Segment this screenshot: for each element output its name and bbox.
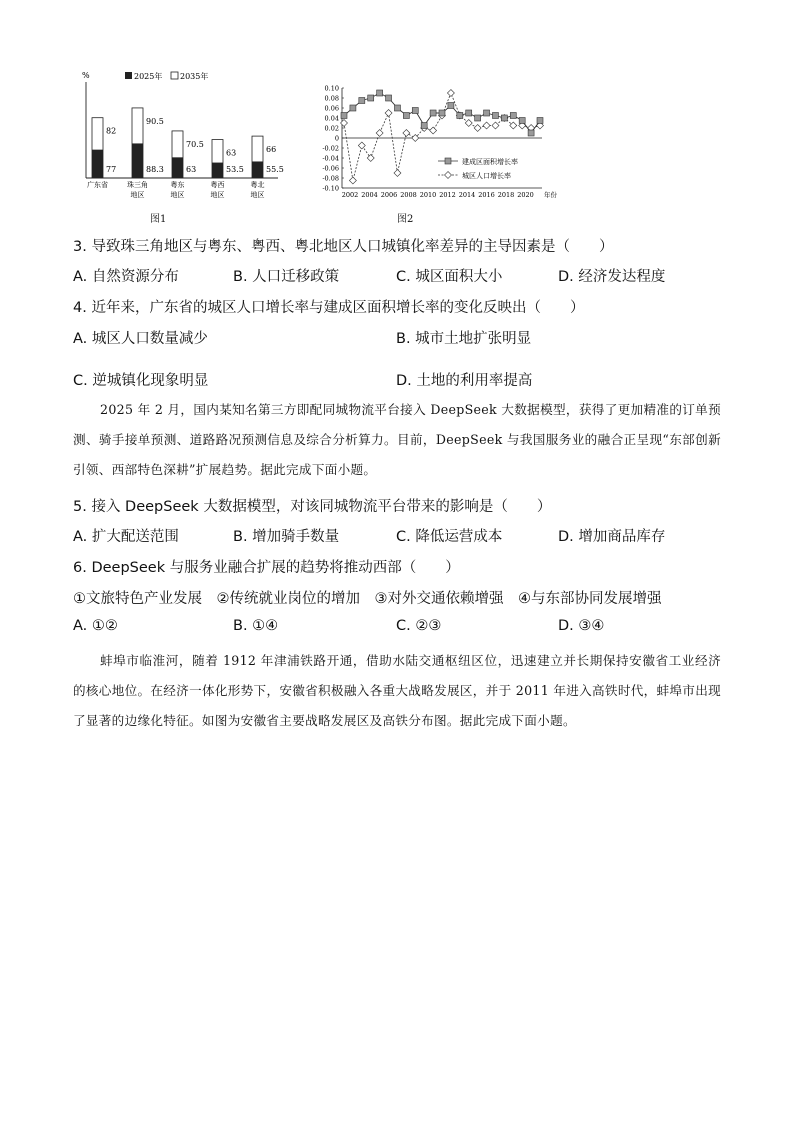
fig2-point-population	[394, 170, 401, 177]
figure-1	[78, 68, 288, 208]
q5-option-a[interactable]: A. 扩大配送范围	[73, 529, 179, 545]
passage-deepseek: 2025 年 2 月，国内某知名第三方即配同城物流平台接入 DeepSeek 大数据模型，获得了更加精准的订单预测、骑手接单预测、道路路况预测信息及综合分析算力。目前，DeepSeek 与我国服务业的融合正呈现“东部创新引领、西部特色深耕”扩展趋势。据此完成下面小题。	[73, 402, 721, 477]
fig2-point-population	[430, 127, 437, 134]
fig2-xtick-label: 2004	[361, 191, 378, 199]
fig1-legend-2025: 2025年	[134, 72, 163, 81]
fig2-point-area	[430, 110, 436, 116]
fig2-legend	[438, 157, 518, 180]
q5-stem: 5. 接入 DeepSeek 大数据模型，对该同城物流平台带来的影响是（ ）	[73, 499, 552, 515]
q4-option-c[interactable]: C. 逆城镇化现象明显	[73, 373, 209, 389]
q4-option-a[interactable]: A. 城区人口数量减少	[73, 331, 208, 347]
figure-1-chart	[78, 68, 288, 208]
fig2-point-area	[368, 95, 374, 101]
fig2-point-area	[439, 110, 445, 116]
fig2-point-area	[519, 118, 525, 124]
fig1-legend-swatch-2025	[125, 72, 132, 79]
figure-2	[308, 82, 568, 200]
q6-items: ①文旅特色产业发展 ②传统就业岗位的增加 ③对外交通依赖增强 ④与东部协同发展增强	[73, 591, 662, 607]
fig2-ytick-label: -0.08	[322, 174, 339, 183]
fig1-label-2035: 66	[266, 145, 277, 155]
fig2-point-area	[475, 115, 481, 121]
fig2-x-unit: 年份	[544, 191, 557, 199]
fig2-point-population	[358, 142, 365, 149]
fig2-point-area	[537, 118, 543, 124]
fig2-xtick-label: 2006	[380, 191, 398, 199]
fig2-ytick-label: 0.02	[324, 124, 339, 133]
fig2-point-population	[483, 122, 490, 129]
figure-1-caption: 图1	[150, 214, 167, 225]
fig2-legend-pop: 城区人口增长率	[462, 172, 511, 180]
fig2-point-area	[412, 108, 418, 114]
fig2-point-population	[367, 155, 374, 162]
fig2-point-population	[385, 110, 392, 117]
q6-option-d[interactable]: D. ③④	[558, 618, 605, 634]
fig2-ytick-label: -0.04	[322, 154, 339, 163]
fig1-category-label: 粤东	[170, 181, 185, 189]
q5-option-d[interactable]: D. 增加商品库存	[558, 529, 666, 545]
fig1-bar-2025	[212, 163, 223, 178]
fig2-ytick-label: 0.10	[324, 84, 339, 93]
fig2-xtick-label: 2016	[478, 191, 495, 199]
fig2-ytick-label: -0.06	[322, 164, 339, 173]
fig2-point-area	[448, 103, 454, 109]
fig2-point-population	[341, 120, 348, 127]
fig2-point-population	[349, 177, 356, 184]
fig2-point-population	[474, 125, 481, 132]
passage-bengbu: 蚌埠市临淮河，随着 1912 年津浦铁路开通，借助水陆交通枢纽区位，迅速建立并长期保持安徽省工业经济的核心地位。在经济一体化形势下，安徽省积极融入各重大战略发展区，并于 2011 年进入高铁时代，蚌埠市出现了显著的边缘化特征。如图为安徽省主要战略发展区及高铁分布图。据此完成下面小题。	[73, 653, 721, 728]
fig1-label-2025: 55.5	[266, 165, 284, 174]
q4-option-d[interactable]: D. 土地的利用率提高	[396, 373, 533, 389]
fig2-xtick-label: 2014	[458, 191, 476, 199]
fig2-point-area	[350, 105, 356, 111]
fig1-category-label: 粤北	[250, 181, 265, 189]
fig2-point-area	[457, 113, 463, 119]
fig1-category-label: 粤西	[210, 181, 225, 189]
fig2-point-area	[403, 113, 409, 119]
q4-stem: 4. 近年来，广东省的城区人口增长率与建成区面积增长率的变化反映出（ ）	[73, 300, 585, 316]
fig2-point-area	[510, 113, 516, 119]
fig2-point-area	[528, 130, 534, 136]
fig1-bar-2025	[252, 161, 263, 178]
fig1-category-label: 地区	[130, 191, 145, 199]
fig1-category-label: 地区	[170, 191, 185, 199]
fig2-xtick-label: 2010	[419, 191, 437, 199]
fig1-category-label: 广东省	[87, 181, 108, 189]
q3-option-c[interactable]: C. 城区面积大小	[396, 269, 503, 285]
fig1-bar-2025	[92, 150, 103, 178]
fig2-point-area	[484, 110, 490, 116]
fig2-point-population	[492, 122, 499, 129]
fig1-label-2035: 63	[226, 148, 237, 158]
fig2-point-population	[403, 130, 410, 137]
q3-option-a[interactable]: A. 自然资源分布	[73, 269, 179, 285]
q3-option-b[interactable]: B. 人口迁移政策	[233, 269, 340, 285]
fig1-label-2025: 53.5	[226, 165, 244, 174]
fig1-category-label: 珠三角	[127, 181, 148, 189]
fig1-unit: %	[82, 71, 90, 80]
fig2-xtick-label: 2008	[400, 191, 417, 199]
fig1-label-2035: 82	[106, 126, 117, 136]
fig2-point-area	[421, 123, 427, 129]
fig2-xtick-label: 2012	[439, 191, 456, 199]
fig2-point-area	[341, 113, 347, 119]
fig2-ytick-label: 0	[334, 134, 339, 143]
fig1-label-2025: 63	[186, 165, 197, 174]
fig2-xtick-label: 2020	[517, 191, 534, 199]
fig1-label-2035: 70.5	[186, 139, 204, 149]
fig1-legend-swatch-2035	[171, 72, 178, 79]
fig2-point-population	[447, 90, 454, 97]
q3-stem: 3. 导致珠三角地区与粤东、粤西、粤北地区人口城镇化率差异的主导因素是（ ）	[73, 239, 614, 255]
fig1-bar-2025	[172, 157, 183, 178]
fig2-legend-area: 建成区面积增长率	[462, 158, 518, 166]
fig2-ytick-label: 0.06	[324, 104, 339, 113]
fig2-ytick-label: 0.08	[324, 94, 339, 103]
fig2-series-population	[344, 93, 540, 181]
fig2-ytick-label: 0.04	[324, 114, 339, 123]
q5-option-b[interactable]: B. 增加骑手数量	[233, 529, 340, 545]
fig1-category-label: 地区	[210, 191, 225, 199]
fig2-point-area	[377, 90, 383, 96]
fig2-xtick-label: 2018	[497, 191, 515, 199]
figure-2-chart	[308, 82, 568, 200]
fig2-point-area	[466, 110, 472, 116]
fig2-ytick-label: -0.02	[322, 144, 339, 153]
fig2-point-area	[386, 95, 392, 101]
fig2-point-area	[501, 115, 507, 121]
fig2-xtick-label: 2002	[341, 191, 359, 199]
fig2-point-area	[394, 105, 400, 111]
figure-2-caption: 图2	[397, 214, 414, 225]
fig1-label-2035: 90.5	[146, 116, 164, 126]
q3-option-d[interactable]: D. 经济发达程度	[558, 269, 666, 285]
fig2-point-area	[359, 98, 365, 104]
fig2-ytick-label: -0.10	[322, 184, 339, 193]
q6-option-b[interactable]: B. ①④	[233, 618, 279, 634]
fig1-category-label: 地区	[250, 191, 265, 199]
fig2-point-population	[465, 120, 472, 127]
fig2-point-area	[492, 113, 498, 119]
fig1-label-2025: 88.3	[146, 165, 164, 174]
q6-option-c[interactable]: C. ②③	[396, 618, 442, 634]
q5-option-c[interactable]: C. 降低运营成本	[396, 529, 503, 545]
q4-option-b[interactable]: B. 城市土地扩张明显	[396, 331, 532, 347]
fig1-legend-2035: 2035年	[180, 72, 209, 81]
q6-stem: 6. DeepSeek 与服务业融合扩展的趋势将推动西部（ ）	[73, 560, 460, 576]
fig1-label-2025: 77	[106, 165, 117, 174]
fig2-point-population	[376, 130, 383, 137]
q6-option-a[interactable]: A. ①②	[73, 618, 118, 634]
fig1-bar-2025	[132, 143, 143, 178]
